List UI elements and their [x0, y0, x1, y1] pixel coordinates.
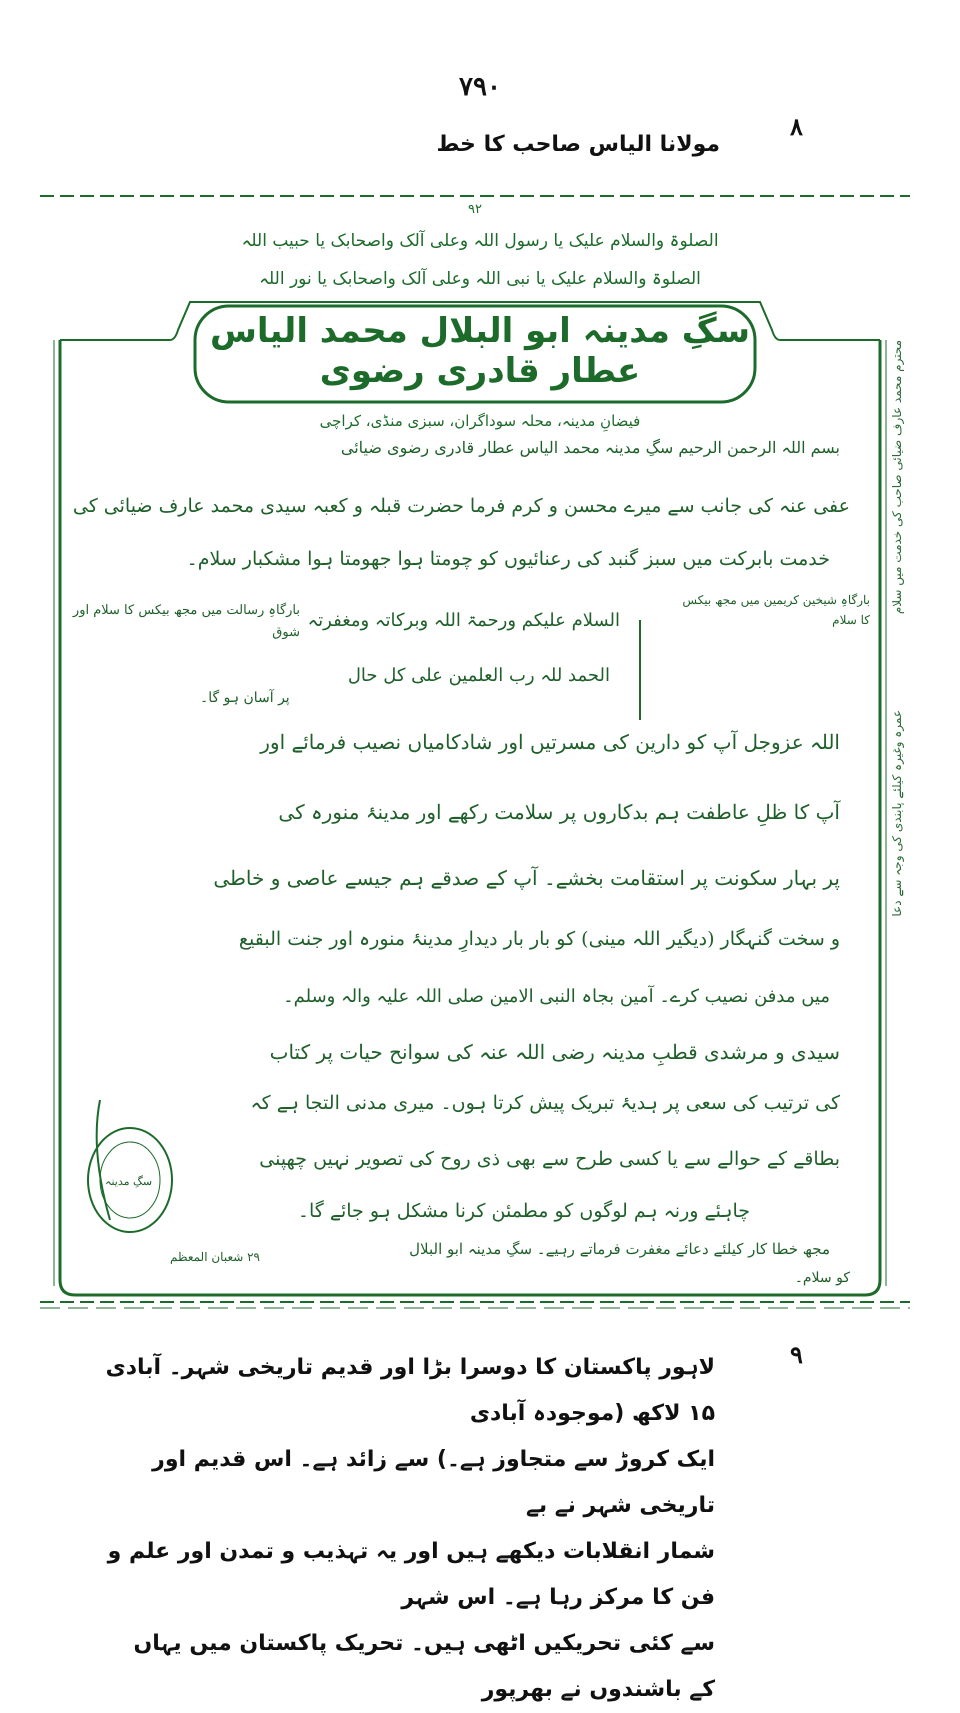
margin-note-right-2: عمرہ وغیرہ کیلئے پابندی کی وجہ سے دعا [890, 710, 904, 917]
footnote-8-heading: مولانا الیاس صاحب کا خط [436, 132, 720, 157]
letter-image [40, 190, 910, 1310]
letterhead-address: فیضانِ مدینہ، محلہ سوداگران، سبزی منڈی، کراچی [319, 412, 641, 430]
letter-hamd: الحمد للہ رب العلمین علی کل حال [347, 665, 610, 686]
letter-line-13: بطاقے کے حوالے سے یا کسی طرح سے بھی ذی روح کی تصویر نہیں چھپنی [259, 1148, 840, 1170]
letterhead-title: سگِ مدینہ ابو البلال محمد الیاس عطار قادری رضوی [209, 311, 750, 391]
letter-line-15: مجھ خطا کار کیلئے دعائے مغفرت فرماتے رہیے۔ سگِ مدینہ ابو البلال [409, 1240, 830, 1258]
side-note-end: پر آسان ہو گا۔ [200, 690, 290, 706]
footnote-9-number: ۹ [790, 1340, 803, 1369]
letter-line-7: آپ کا ظلِ عاطفت ہم بدکاروں پر سلامت رکھے اور مدینۂ منورہ کی [278, 800, 840, 824]
side-note-right: بارگاہِ رسالت میں مجھ بیکس کا سلام اور شوق [72, 603, 300, 640]
letter-line-3: خدمت بابرکت میں سبز گنبد کی رعنائیوں کو چومتا ہوا جھومتا ہوا مشکبار سلام۔ [186, 548, 830, 570]
paragraph-line-2: ایک کروڑ سے متجاوز ہے۔) سے زائد ہے۔ اس قدیم اور تاریخی شہر نے بے [152, 1447, 715, 1518]
paragraph-line-3: شمار انقلابات دیکھے ہیں اور یہ تہذیب و تمدن اور علم و فن کا مرکز رہا ہے۔ اس شہر [107, 1539, 715, 1610]
page-number: ۷۹۰ [459, 72, 501, 102]
footnote-9-paragraph [105, 1345, 715, 1713]
footnote-8-number: ۸ [790, 112, 803, 141]
letter-line-11: سیدی و مرشدی قطبِ مدینہ رضی اللہ عنہ کی سوانح حیات پر کتاب [269, 1040, 840, 1064]
letter-date: ۲۹ شعبان المعظم [170, 1250, 260, 1264]
letter-line-2: عفی عنہ کی جانب سے میرے محسن و کرم فرما حضرت قبلہ و کعبہ سیدی محمد عارف ضیائی کی [72, 495, 850, 517]
letter-line-6: اللہ عزوجل آپ کو دارین کی مسرتیں اور شادکامیاں نصیب فرمائے اور [260, 730, 840, 754]
letterhead-number: ۹۲ [468, 202, 482, 217]
letter-line-10: میں مدفن نصیب کرے۔ آمین بجاہ النبی الامین صلی اللہ علیہ والہ وسلم۔ [283, 986, 830, 1007]
letter-line-16: کو سلام۔ [794, 1270, 850, 1286]
letter-line-1: بسم اللہ الرحمن الرحیم سگِ مدینہ محمد الیاس عطار قادری رضوی ضیائی [340, 438, 840, 457]
letter-line-14: چاہئے ورنہ ہم لوگوں کو مطمئن کرنا مشکل ہو جائے گا۔ [297, 1200, 750, 1222]
letter-line-8: پر بہار سکونت پر استقامت بخشے۔ آپ کے صدقے ہم جیسے عاصی و خاطی [213, 866, 840, 890]
blessing-line-2: الصلوۃ والسلام علیک یا نبی اللہ وعلی آلک واصحابک یا نور اللہ [259, 269, 701, 289]
letter-line-9: و سخت گنہگار (دیگیر اللہ مینی) کو بار بار دیدارِ مدینۂ منورہ اور جنت البقیع [238, 928, 840, 950]
blessing-line-1: الصلوۃ والسلام علیک یا رسول اللہ وعلی آلک واصحابک یا حبیب اللہ [241, 231, 719, 251]
paragraph-line-4: سے کئی تحریکیں اٹھی ہیں۔ تحریک پاکستان میں یہاں کے باشندوں نے بھرپور [133, 1631, 715, 1702]
seal-caption: سگِ مدینہ [105, 1175, 153, 1188]
side-note-box: بارگاہِ شیخین کریمین میں مجھ بیکس کا سلام [682, 593, 870, 627]
letter-greeting: السلام علیکم ورحمۃ اللہ وبرکاتہ ومغفرتہ [307, 610, 620, 631]
paragraph-line-1: لاہور پاکستان کا دوسرا بڑا اور قدیم تاریخی شہر۔ آبادی ۱۵ لاکھ (موجودہ آبادی [105, 1355, 715, 1426]
margin-note-right-1: محترم محمد عارف ضیائی صاحب کی خدمت میں سلام [890, 340, 904, 615]
letter-line-12: کی ترتیب کی سعی پر ہدیۂ تبریک پیش کرتا ہوں۔ میری مدنی التجا ہے کہ [250, 1092, 840, 1114]
